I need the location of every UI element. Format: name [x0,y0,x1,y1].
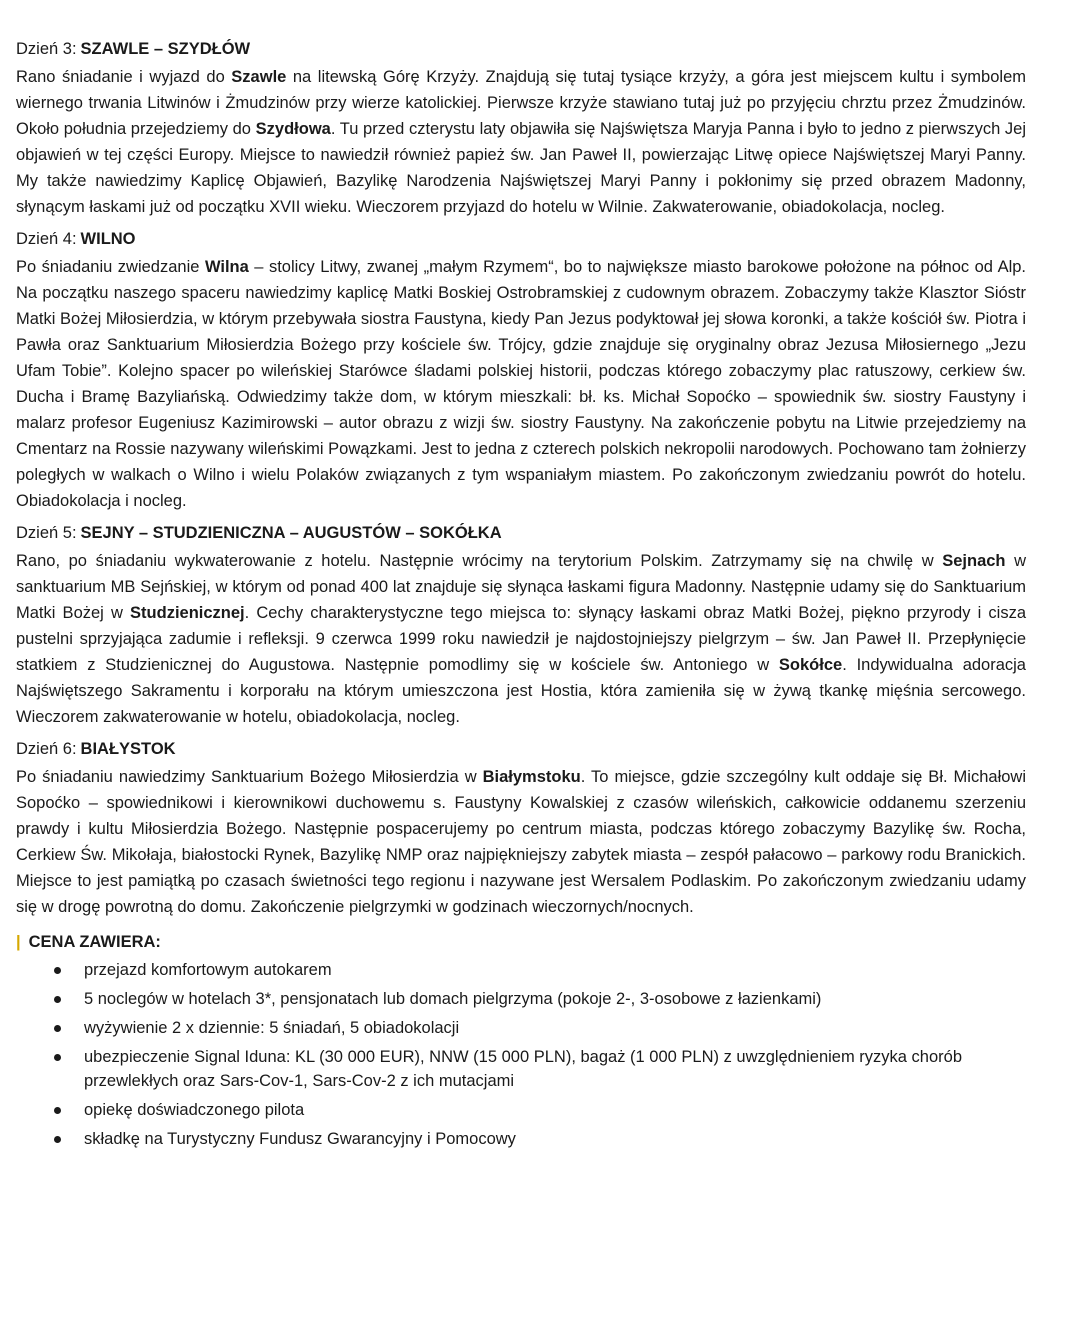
text-run: . To miejsce, gdzie szczególny kult oddaje się Bł. Michałowi Sopoćko – spowiednikowi i kierownikowi duchowemu s. Faustyny Kowalskiej z czasów wileńskich, całkowicie oddanemu szerzeniu prawdy i kultu Miłosierdzia Bożego. Następnie pospacerujemy po centrum miasta, podczas którego zobaczymy Bazylikę św. Rocha, Cerkiew Św. Mikołaja, białostocki Rynek, Bazylikę NMP oraz najpiękniejszy zabytek miasta – zespół pałacowo – parkowy rodu Branickich. Miejsce to jest pamiątką po czasach świetności tego regionu i nazywane jest Wersalem Podlaskim. Po zakończonym zwiedzaniu udamy się w drogę powrotną do domu. Zakończenie pielgrzymki w godzinach wieczornych/nocnych. [16,768,1026,916]
list-item [16,1016,1026,1040]
day-label: Dzień 5: [16,524,77,542]
price-includes-heading [16,930,1026,954]
day-name: WILNO [80,230,136,248]
list-item [16,1098,1026,1122]
day-heading [16,228,1026,250]
text-run: Po śniadaniu nawiedzimy Sanktuarium Bożego Miłosierdzia w [16,768,483,786]
text-run: – stolicy Litwy, zwanej „małym Rzymem“, bo to największe miasto barokowe położone na północ od Alp. Na początku naszego spaceru nawiedzimy kaplicę Matki Boskiej Ostrobramskiej z cudownym obrazem. Zobaczymy także Klasztor Sióstr Matki Bożej Miłosierdzia, w którym przebywała siostra Faustyna, kiedy Pan Jezus podyktował jej słowa koronki, a także kościół św. Piotra i Pawła oraz Sanktuarium Miłosierdzia Bożego przy kościele św. Trójcy, gdzie znajduje się oryginalny obraz Jezusa Miłosiernego „Jezu Ufam Tobie”. Kolejno spacer po wileńskiej Starówce śladami polskiej historii, podczas którego zobaczymy plac ratuszowy, cerkiew św. Ducha i Bramę Bazyliańską. Odwiedzimy także dom, w którym mieszkali: bł. ks. Michał Sopoćko – spowiednik św. siostry Faustyny i malarz profesor Eugeniusz Kazimirowski – autor obrazu z wizji św. siostry Faustyny. Na zakończenie pobytu na Litwie przejedziemy na Cmentarz na Rossie nazywany wileńskimi Powązkami. Jest to jedna z czterech polskich nekropolii narodowych. Pochowano tam żołnierzy poległych w walkach o Wilno i wielu Polaków związanych z tym wspaniałym miastem. Po zakończonym zwiedzaniu powrót do hotelu. Obiadokolacja i nocleg. [16,258,1026,510]
section-marker: | [16,933,21,951]
place-name: Szawle [231,68,287,86]
place-name: Białymstoku [482,768,581,786]
text-run: . Tu przed czterystu laty objawiła się Najświętsza Maryja Panna i było to jedno z pierwszych Jej objawień w tej części Europy. Miejsce to nawiedził również papież św. Jan Paweł II, powierzając Litwę opiece Najświętszej Maryi Panny. My także nawiedzimy Kaplicę Objawień, Bazylikę Narodzenia Najświętszej Maryi Panny i pokłonimy się przed obrazem Madonny, słynącym łaskami już od początku XVII wieku. Wieczorem przyjazd do hotelu w Wilnie. Zakwaterowanie, obiadokolacja, nocleg. [16,120,1027,216]
price-includes-label: CENA ZAWIERA: [28,933,161,951]
bullet-icon [54,967,61,974]
document-page [16,38,1026,1156]
place-name: Szydłowa [255,120,331,138]
day-description [16,764,1026,920]
day-label: Dzień 3: [16,40,77,58]
place-name: Sejnach [942,552,1006,570]
list-item-text: składkę na Turystyczny Fundusz Gwarancyjny i Pomocowy [84,1130,516,1148]
day-heading [16,738,1026,760]
place-name: Wilna [204,258,249,276]
text-run: . Indywidualna adoracja Najświętszego Sakramentu i korporału na którym umieszczona jest Hostia, która zamieniła się w żywą tkankę mięśnia sercowego. Wieczorem zakwaterowanie w hotelu, obiadokolacja, nocleg. [16,656,1026,726]
bullet-icon [54,1107,61,1114]
list-item-text: przejazd komfortowym autokarem [84,961,332,979]
text-run: . Cechy charakterystyczne tego miejsca to: słynący łaskami obraz Matki Bożej, piękno przyrody i cisza pustelni sprzyjająca zadumie i refleksji. 9 czerwca 1999 roku nawiedził je najdostojniejszy pielgrzym – św. Jan Paweł II. Przepłynięcie statkiem z Studzienicznej do Augustowa. Następnie pomodlimy się w kościele św. Antoniego w [16,604,1026,674]
text-run: na litewską Górę Krzyży. Znajdują się tutaj tysiące krzyży, a góra jest miejscem kultu i symbolem wiernego trwania Litwinów i Żmudzinów przy wierze katolickiej. Pierwsze krzyże stawiano tutaj już po przyjęciu chrztu przez Żmudzinów. Około południa przejedziemy do [16,68,1026,138]
text-run: w sanktuarium MB Sejńskiej, w którym od ponad 400 lat znajduje się słynąca łaskami figura Madonny. Następnie udamy się do Sanktuarium Matki Bożej w [16,552,1027,622]
day-section [16,522,1026,730]
day-description [16,64,1026,220]
bullet-icon [54,996,61,1003]
text-run: Rano śniadanie i wyjazd do [16,68,232,86]
bullet-icon [54,1054,61,1061]
list-item-text: wyżywienie 2 x dziennie: 5 śniadań, 5 obiadokolacji [84,1019,460,1037]
day-section [16,738,1026,920]
place-name: Sokółce [778,656,843,674]
day-description [16,254,1026,514]
day-description [16,548,1026,730]
price-includes-section [16,930,1026,1151]
bullet-icon [54,1136,61,1143]
day-label: Dzień 6: [16,740,77,758]
bullet-icon [54,1025,61,1032]
price-includes-list [16,958,1026,1151]
day-section [16,38,1026,220]
day-section [16,228,1026,514]
day-label: Dzień 4: [16,230,77,248]
text-run: Rano, po śniadaniu wykwaterowanie z hotelu. Następnie wrócimy na terytorium Polskim. Zatrzymamy się na chwilę w [16,552,943,570]
list-item-text: 5 noclegów w hotelach 3*, pensjonatach lub domach pielgrzyma (pokoje 2-, 3-osobowe z łazienkami) [84,990,822,1008]
list-item [16,987,1026,1011]
list-item-text: ubezpieczenie Signal Iduna: KL (30 000 EUR), NNW (15 000 PLN), bagaż (1 000 PLN) z uwzględnieniem ryzyka chorób przewlekłych oraz Sars-Cov-1, Sars-Cov-2 z ich mutacjami [84,1048,963,1090]
list-item [16,1127,1026,1151]
day-heading [16,522,1026,544]
day-heading [16,38,1026,60]
day-name: BIAŁYSTOK [80,740,176,758]
list-item-text: opiekę doświadczonego pilota [84,1101,305,1119]
place-name: Studzienicznej [130,604,245,622]
text-run: Po śniadaniu zwiedzanie [16,258,205,276]
day-name: SEJNY – STUDZIENICZNA – AUGUSTÓW – SOKÓŁKA [80,524,502,542]
list-item [16,1045,1026,1093]
day-name: SZAWLE – SZYDŁÓW [80,40,251,58]
list-item [16,958,1026,982]
